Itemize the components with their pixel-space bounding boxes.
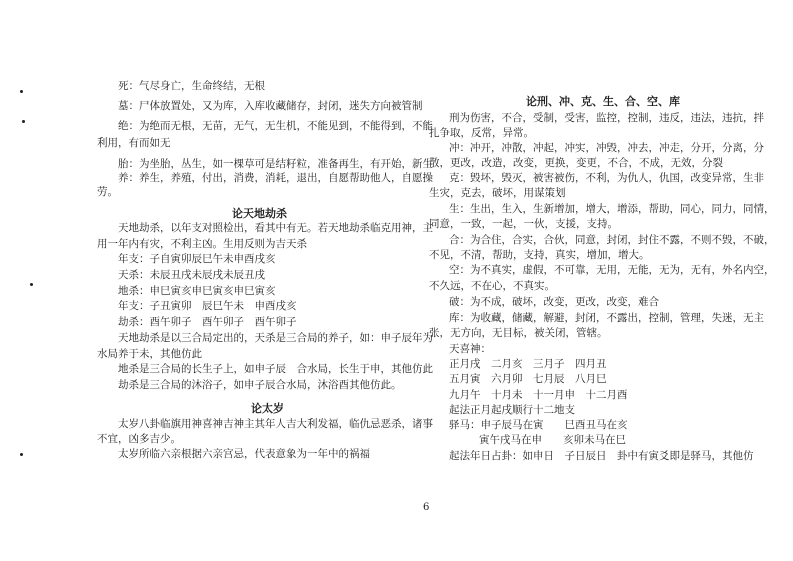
right-line-he-2: 不见，不清，帮助，支持，真实，增加，增大。 xyxy=(429,249,650,261)
right-line-po: 破：为不成，破坏，改变，更改，改变，难合 xyxy=(449,296,659,308)
right-line-yima-3: 起法年日占卦：如申日 子日辰日 卦中有寅爻即是驿马，其他仿 xyxy=(449,450,754,462)
right-line-yima-1: 驿马：申子辰马在寅 巳酉丑马在亥 xyxy=(449,419,628,431)
right-line-chong-2: 散，更改，改造，改变，更换，变更，不合，不成，无效，分裂 xyxy=(429,157,723,169)
right-line-tianxi-3: 九月午 十月未 十一月申 十二月酉 xyxy=(449,389,628,401)
right-line-ku-1: 库：为收藏，储藏，解避，封闭，不露出，控制，管理，失迷，无主 xyxy=(449,312,764,324)
left-line-death: 死：气尽身亡，生命终结，无根 xyxy=(118,80,265,92)
left-line-womb-2: 养：养生，养殖，付出，消费，消耗，退出，自愿帮助他人，自愿操 xyxy=(118,172,433,184)
section-title-heaven-earth-robbery: 论天地劫杀 xyxy=(232,207,287,220)
left-line-womb-1: 胎：为坐胎，丛生，如一棵草可是结籽粒，准备再生，有开始，新生 xyxy=(118,158,433,170)
right-line-yima-2: 寅午戌马在申 亥卯未马在巳 xyxy=(479,434,626,446)
right-line-ke-1: 克：毁坏，毁灭，被害被伤，不利，为仇人，仇国，改变异常，生非 xyxy=(449,172,764,184)
left-line-robbery-4: 水局养于未，其他仿此 xyxy=(97,348,202,360)
left-line-taisui-1: 太岁八卦临旗用神喜神吉神主其年人吉大利发福，临仇忌恶杀，诸事 xyxy=(118,418,433,430)
page-number: 6 xyxy=(423,502,430,513)
left-line-tomb: 墓：尸体放置处，又为库，入库收藏储存，封闭，迷失方向被管制 xyxy=(118,100,423,112)
right-line-kong-2: 不久远，不在心，不真实。 xyxy=(429,280,555,292)
left-line-taisui-3: 太岁所临六亲根据六亲宫忌，代表意象为一年中的祸福 xyxy=(118,448,370,460)
right-line-ke-2: 生灾，克去，破坏，用谋策划 xyxy=(429,187,566,199)
right-line-tianxi-2: 五月寅 六月卯 七月辰 八月巳 xyxy=(449,373,607,385)
table-row-earth-kill: 地杀：申巳寅亥申巳寅亥申巳寅亥 xyxy=(118,285,276,297)
right-line-chong-1: 冲：冲开，冲散，冲起，冲实，冲毁，冲去，冲走，分开，分离，分 xyxy=(449,142,764,154)
table-row-heaven-kill: 天杀：未辰丑戌未辰戌未辰丑戌 xyxy=(118,269,265,281)
margin-dot xyxy=(30,283,33,286)
left-line-robbery-1: 天地劫杀，以年支对照检出，看其中有无。若天地劫杀临克用神，主 xyxy=(118,222,433,234)
section-title-relations: 论刑、冲、克、生、合、空、库 xyxy=(526,95,680,108)
right-line-sheng-1: 生：生出，生入，生新增加，增大，增添，帮助，同心，同力，同情， xyxy=(449,203,775,215)
left-line-robbery-5: 地杀是三合局的长生子上，如申子辰 合水局，长生于申，其他仿此 xyxy=(118,363,433,375)
left-line-robbery-6: 劫杀是三合局的沐浴子，如申子辰合水局，沐浴酉其他仿此。 xyxy=(118,379,402,391)
table-row-year-branch-1: 年支：子自寅卯辰巳午未申酉戌亥 xyxy=(118,253,276,265)
right-line-he-1: 合：为合住，合实，合伙，同意，封闭，封住不露，不则不毁，不破， xyxy=(449,234,775,246)
margin-dot xyxy=(20,453,23,456)
table-row-year-branch-2: 年支：子丑寅卯 辰巳午未 申酉戌亥 xyxy=(118,300,297,312)
left-line-robbery-3: 天地劫杀是以三合局定出的，天杀是三合局的养子，如：申子辰年为 xyxy=(118,332,433,344)
left-line-robbery-2: 用一年内有灾，不利主凶。生用反则为吉天杀 xyxy=(97,238,307,250)
section-title-tai-sui: 论太岁 xyxy=(251,402,284,415)
left-line-cut-2: 利用，有而如无 xyxy=(97,137,171,149)
table-row-robbery-kill: 劫杀：酉午卯子 酉午卯子 酉午卯子 xyxy=(118,316,297,328)
right-line-tianxi-1: 正月戌 二月亥 三月子 四月丑 xyxy=(449,358,607,370)
margin-dot xyxy=(20,90,23,93)
right-line-xing-1: 刑为伤害，不合，受制，受害，监控，控制，违反，违法，违抗，拌 xyxy=(449,112,764,124)
right-line-ku-2: 张，无方向，无目标，被关闭，管辖。 xyxy=(429,327,608,339)
right-line-sheng-2: 同意，一致，一起，一伙，支援，支持。 xyxy=(429,218,618,230)
left-line-womb-3: 劳。 xyxy=(97,186,118,198)
left-line-cut-1: 绝：为绝而无根，无苗，无气，无生机，不能见到，不能得到，不能 xyxy=(118,120,433,132)
margin-dot xyxy=(22,120,25,123)
left-line-taisui-2: 不宜，凶多吉少。 xyxy=(97,433,181,445)
right-line-kong-1: 空：为不真实，虚假，不可靠，无用，无能，无为，无有，外名内空， xyxy=(449,264,775,276)
right-line-tianxi: 天喜神： xyxy=(449,343,491,355)
right-line-xing-2: 扎争取，反常，异常。 xyxy=(429,127,534,139)
right-line-tianxi-4: 起法正月起戌顺行十二地支 xyxy=(449,404,575,416)
